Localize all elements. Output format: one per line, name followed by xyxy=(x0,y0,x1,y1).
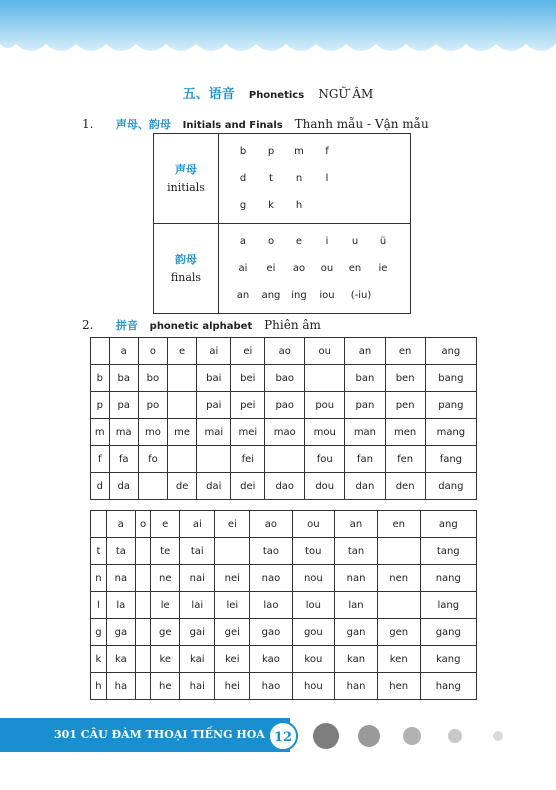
syllable-cell: e xyxy=(168,338,197,365)
initial: f xyxy=(325,146,329,157)
syllable-cell: o xyxy=(138,338,167,365)
syllable-cell: ai xyxy=(197,338,231,365)
table-row xyxy=(91,538,477,565)
initials-cell xyxy=(219,134,411,224)
final: ang xyxy=(261,290,281,301)
syllable-cell xyxy=(305,365,345,392)
syllable-cell: po xyxy=(138,392,167,419)
syllable-cell: gang xyxy=(420,619,476,646)
syllable-cell: tan xyxy=(335,538,378,565)
syllable-cell: dan xyxy=(345,473,385,500)
syllable-cell: mou xyxy=(305,419,345,446)
syllable-cell: ang xyxy=(425,338,476,365)
syllable-cell: nai xyxy=(180,565,215,592)
syllable-cell xyxy=(135,538,150,565)
syllable-cell: gan xyxy=(335,619,378,646)
decorative-dot xyxy=(358,725,380,747)
syllable-cell: en xyxy=(385,338,425,365)
syllable-cell xyxy=(135,673,150,700)
syllable-cell: den xyxy=(385,473,425,500)
syllable-cell: nou xyxy=(292,565,335,592)
initial-cell: d xyxy=(91,473,110,500)
syllable-cell: fang xyxy=(425,446,476,473)
syllable-cell: lao xyxy=(250,592,292,619)
finals-label-cell xyxy=(154,224,219,314)
final: an xyxy=(236,290,250,301)
syllable-cell: gai xyxy=(180,619,215,646)
syllable-cell: a xyxy=(106,511,135,538)
syllable-cell: ang xyxy=(420,511,476,538)
section-2-heading xyxy=(82,317,321,333)
syllable-cell: la xyxy=(106,592,135,619)
final: iou xyxy=(319,290,335,301)
pinyin-table-2 xyxy=(90,510,477,700)
syllable-cell: an xyxy=(345,338,385,365)
syllable-cell: gei xyxy=(215,619,250,646)
table-header-row xyxy=(91,338,477,365)
syllable-cell: ao xyxy=(265,338,305,365)
table-row xyxy=(91,592,477,619)
initial-cell xyxy=(91,338,110,365)
syllable-cell: ben xyxy=(385,365,425,392)
syllable-cell: da xyxy=(109,473,138,500)
syllable-cell xyxy=(377,538,420,565)
initial: n xyxy=(295,173,303,184)
syllable-cell: nen xyxy=(377,565,420,592)
section-vietnamese: Thanh mẫu - Vận mẫu xyxy=(294,117,429,131)
syllable-cell: fa xyxy=(109,446,138,473)
section-chinese: 声母、韵母 xyxy=(115,118,171,131)
final: (-iu) xyxy=(350,290,372,301)
initial: m xyxy=(294,146,304,157)
final: i xyxy=(325,236,329,247)
syllable-cell: le xyxy=(151,592,180,619)
syllable-cell: men xyxy=(385,419,425,446)
syllable-cell: pei xyxy=(231,392,265,419)
final: a xyxy=(239,236,247,247)
section-1-heading xyxy=(82,116,429,132)
initial-cell: g xyxy=(91,619,107,646)
table-row xyxy=(91,565,477,592)
syllable-cell: hang xyxy=(420,673,476,700)
syllable-cell: an xyxy=(335,511,378,538)
initial-cell: n xyxy=(91,565,107,592)
heading-english: Phonetics xyxy=(248,90,305,101)
syllable-cell: mo xyxy=(138,419,167,446)
syllable-cell: mao xyxy=(265,419,305,446)
initial: t xyxy=(269,173,273,184)
syllable-cell: ge xyxy=(151,619,180,646)
section-chinese: 拼音 xyxy=(115,319,138,332)
initial: b xyxy=(239,146,247,157)
initials-finals-table xyxy=(153,133,411,314)
syllable-cell: pang xyxy=(425,392,476,419)
final: o xyxy=(267,236,275,247)
syllable-cell: ha xyxy=(106,673,135,700)
final: ou xyxy=(320,263,334,274)
syllable-cell: o xyxy=(135,511,150,538)
syllable-cell: dei xyxy=(231,473,265,500)
initial-cell: h xyxy=(91,673,107,700)
syllable-cell: nei xyxy=(215,565,250,592)
initial-cell xyxy=(91,511,107,538)
page-heading xyxy=(0,83,556,102)
syllable-cell: pao xyxy=(265,392,305,419)
syllable-cell: fen xyxy=(385,446,425,473)
syllable-cell: mai xyxy=(197,419,231,446)
syllable-cell: ga xyxy=(106,619,135,646)
syllable-cell: tai xyxy=(180,538,215,565)
finals-label-english: finals xyxy=(170,270,202,284)
initial-cell: l xyxy=(91,592,107,619)
table-row xyxy=(91,446,477,473)
syllable-cell: ei xyxy=(231,338,265,365)
syllable-cell: fou xyxy=(305,446,345,473)
pinyin-table-1 xyxy=(90,337,477,500)
syllable-cell: nan xyxy=(335,565,378,592)
section-vietnamese: Phiên âm xyxy=(264,318,321,332)
finals-cell xyxy=(219,224,411,314)
initial-cell: b xyxy=(91,365,110,392)
syllable-cell: tao xyxy=(250,538,292,565)
syllable-cell: bao xyxy=(265,365,305,392)
syllable-cell: kan xyxy=(335,646,378,673)
syllable-cell: tou xyxy=(292,538,335,565)
syllable-cell xyxy=(168,392,197,419)
initial-cell: f xyxy=(91,446,110,473)
section-number: 1. xyxy=(82,117,94,131)
syllable-cell: kai xyxy=(180,646,215,673)
syllable-cell: ba xyxy=(109,365,138,392)
syllable-cell: fan xyxy=(345,446,385,473)
syllable-cell: hao xyxy=(250,673,292,700)
syllable-cell: dang xyxy=(425,473,476,500)
syllable-cell: gou xyxy=(292,619,335,646)
finals-label-chinese: 韵母 xyxy=(175,252,197,266)
syllable-cell: gao xyxy=(250,619,292,646)
syllable-cell: e xyxy=(151,511,180,538)
syllable-cell: ke xyxy=(151,646,180,673)
syllable-cell: de xyxy=(168,473,197,500)
syllable-cell: pa xyxy=(109,392,138,419)
decorative-dot xyxy=(403,727,421,745)
initial-cell: m xyxy=(91,419,110,446)
section-english: phonetic alphabet xyxy=(149,321,253,332)
table-row xyxy=(91,646,477,673)
syllable-cell: lou xyxy=(292,592,335,619)
final: ing xyxy=(291,290,307,301)
syllable-cell: hou xyxy=(292,673,335,700)
syllable-cell: pou xyxy=(305,392,345,419)
final: ao xyxy=(292,263,306,274)
syllable-cell: ou xyxy=(292,511,335,538)
syllable-cell: ken xyxy=(377,646,420,673)
initial-cell: t xyxy=(91,538,107,565)
section-english: Initials and Finals xyxy=(182,120,283,131)
syllable-cell: lang xyxy=(420,592,476,619)
section-number: 2. xyxy=(82,318,94,332)
heading-vietnamese: NGỮ ÂM xyxy=(318,87,374,101)
syllable-cell: hai xyxy=(180,673,215,700)
syllable-cell: lei xyxy=(215,592,250,619)
syllable-cell: hei xyxy=(215,673,250,700)
syllable-cell: na xyxy=(106,565,135,592)
syllable-cell xyxy=(138,473,167,500)
final: ei xyxy=(266,263,276,274)
initial-cell: k xyxy=(91,646,107,673)
syllable-cell xyxy=(168,446,197,473)
syllable-cell: ta xyxy=(106,538,135,565)
finals-row xyxy=(229,228,400,255)
table-header-row xyxy=(91,511,477,538)
final: ai xyxy=(238,263,248,274)
syllable-cell: he xyxy=(151,673,180,700)
initial-cell: p xyxy=(91,392,110,419)
syllable-cell: te xyxy=(151,538,180,565)
initials-row xyxy=(229,165,400,192)
decorative-dot xyxy=(448,729,462,743)
initial: d xyxy=(239,173,247,184)
syllable-cell: bai xyxy=(197,365,231,392)
initial: g xyxy=(239,200,247,211)
table-row xyxy=(91,673,477,700)
syllable-cell: ma xyxy=(109,419,138,446)
syllable-cell: nang xyxy=(420,565,476,592)
heading-chinese: 五、语音 xyxy=(182,87,235,102)
final: e xyxy=(295,236,303,247)
syllable-cell: pai xyxy=(197,392,231,419)
syllable-cell: bo xyxy=(138,365,167,392)
initial: l xyxy=(325,173,329,184)
initials-label-english: initials xyxy=(167,180,205,194)
syllable-cell xyxy=(135,619,150,646)
syllable-cell: ei xyxy=(215,511,250,538)
table-row xyxy=(91,619,477,646)
syllable-cell: dai xyxy=(197,473,231,500)
syllable-cell: man xyxy=(345,419,385,446)
finals-row xyxy=(229,282,400,309)
syllable-cell: kou xyxy=(292,646,335,673)
syllable-cell xyxy=(135,646,150,673)
syllable-cell: ao xyxy=(250,511,292,538)
syllable-cell: mang xyxy=(425,419,476,446)
syllable-cell xyxy=(265,446,305,473)
initial: k xyxy=(268,200,274,211)
syllable-cell xyxy=(377,592,420,619)
final: ü xyxy=(379,236,387,247)
initials-row xyxy=(229,138,400,165)
syllable-cell: hen xyxy=(377,673,420,700)
syllable-cell: pan xyxy=(345,392,385,419)
syllable-cell: ai xyxy=(180,511,215,538)
final: en xyxy=(348,263,362,274)
syllable-cell: nao xyxy=(250,565,292,592)
finals-row xyxy=(229,255,400,282)
syllable-cell: bang xyxy=(425,365,476,392)
syllable-cell: me xyxy=(168,419,197,446)
table-row xyxy=(91,392,477,419)
syllable-cell: gen xyxy=(377,619,420,646)
syllable-cell xyxy=(135,565,150,592)
initials-row xyxy=(229,192,400,219)
syllable-cell: en xyxy=(377,511,420,538)
initial: p xyxy=(267,146,275,157)
syllable-cell xyxy=(215,538,250,565)
initials-label-chinese: 声母 xyxy=(175,162,197,176)
top-wave-banner xyxy=(0,0,556,58)
syllable-cell: kao xyxy=(250,646,292,673)
syllable-cell xyxy=(135,592,150,619)
syllable-cell: lai xyxy=(180,592,215,619)
final: u xyxy=(351,236,359,247)
syllable-cell: fo xyxy=(138,446,167,473)
decorative-dot xyxy=(313,723,339,749)
syllable-cell: dao xyxy=(265,473,305,500)
table-row xyxy=(91,473,477,500)
syllable-cell: dou xyxy=(305,473,345,500)
page-number: 12 xyxy=(268,721,298,751)
syllable-cell: ka xyxy=(106,646,135,673)
syllable-cell: pen xyxy=(385,392,425,419)
table-row xyxy=(91,365,477,392)
syllable-cell: ou xyxy=(305,338,345,365)
syllable-cell: bei xyxy=(231,365,265,392)
syllable-cell: lan xyxy=(335,592,378,619)
final: ie xyxy=(378,263,388,274)
book-title: 301 CÂU ĐÀM THOẠI TIẾNG HOA xyxy=(54,728,265,741)
syllable-cell: kang xyxy=(420,646,476,673)
syllable-cell: ban xyxy=(345,365,385,392)
syllable-cell xyxy=(168,365,197,392)
syllable-cell: a xyxy=(109,338,138,365)
table-row xyxy=(91,419,477,446)
syllable-cell xyxy=(197,446,231,473)
syllable-cell: tang xyxy=(420,538,476,565)
syllable-cell: ne xyxy=(151,565,180,592)
syllable-cell: fei xyxy=(231,446,265,473)
initial: h xyxy=(295,200,303,211)
syllable-cell: mei xyxy=(231,419,265,446)
initials-label-cell xyxy=(154,134,219,224)
syllable-cell: han xyxy=(335,673,378,700)
decorative-dot xyxy=(493,731,503,741)
syllable-cell: kei xyxy=(215,646,250,673)
